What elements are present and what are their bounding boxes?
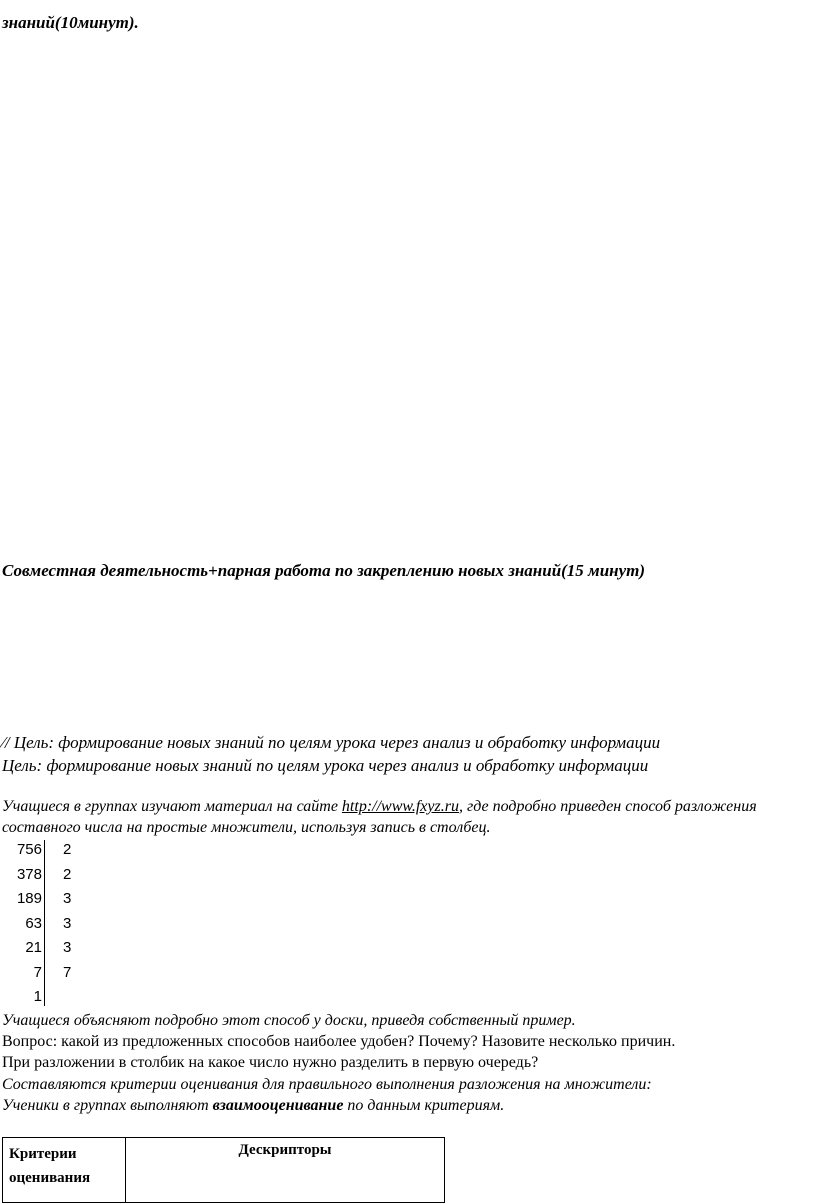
study-text-before-link: Учащиеся в группах изучают материал на сайте (2, 798, 342, 815)
factor-number: 21 (25, 939, 42, 956)
column-question-line: При разложении в столбик на какое число нужно разделить в первую очередь? (2, 1054, 539, 1071)
goal-line-2: Цель: формирование новых знаний по целям урока через анализ и обработку информации (2, 756, 649, 775)
criteria-table (2, 1137, 445, 1203)
heading-joint-activity: Совместная деятельность+парная работа по закреплению новых знаний(15 минут) (2, 561, 646, 580)
factor-number: 1 (33, 988, 42, 1005)
criteria-line: Составляются критерии оценивания для правильного выполнения разложения на множители: (2, 1076, 652, 1093)
peer-text-bold: взаимооценивание (212, 1097, 344, 1114)
factor-number: 7 (33, 964, 42, 981)
factor-number: 378 (16, 866, 42, 883)
heading-top: знаний(10минут). (2, 13, 139, 32)
goal-line-1 (2, 733, 660, 753)
factor-divisor: 3 (63, 890, 72, 907)
question-line: Вопрос: какой из предложенных способов наиболее удобен? Почему? Назовите несколько причин. (2, 1033, 676, 1050)
factor-divisor: 3 (63, 939, 72, 956)
criteria-table-header-row (3, 1138, 445, 1203)
study-text-after-link: , где подробно приведен способ разложения (458, 798, 757, 815)
bullet-glyph: ⁄/ (2, 733, 10, 752)
factor-number: 756 (16, 841, 42, 858)
peer-assessment-line (2, 1097, 504, 1115)
division-column-line (44, 840, 45, 1006)
factor-divisor: 2 (63, 866, 72, 883)
study-line-1 (2, 798, 757, 816)
study-line-2: составного числа на простые множители, используя запись в столбец. (2, 819, 491, 836)
factor-divisor: 2 (63, 841, 72, 858)
header-descriptors: Дескрипторы (126, 1138, 445, 1203)
header-criteria: Критерии оценивания (3, 1138, 126, 1203)
factor-number: 63 (25, 915, 42, 932)
peer-text-after: по данным критериям. (343, 1097, 505, 1114)
peer-text-before: Ученики в группах выполняют (2, 1097, 213, 1114)
explain-line: Учащиеся объясняют подробно этот способ у доски, приведя собственный пример. (2, 1012, 576, 1029)
goal-text-1: Цель: формирование новых знаний по целям урока через анализ и обработку информации (9, 733, 661, 752)
site-link[interactable]: http://www.fxyz.ru (341, 798, 459, 815)
factor-number: 189 (16, 890, 42, 907)
factor-divisor: 7 (63, 964, 72, 981)
factor-divisor: 3 (63, 915, 72, 932)
